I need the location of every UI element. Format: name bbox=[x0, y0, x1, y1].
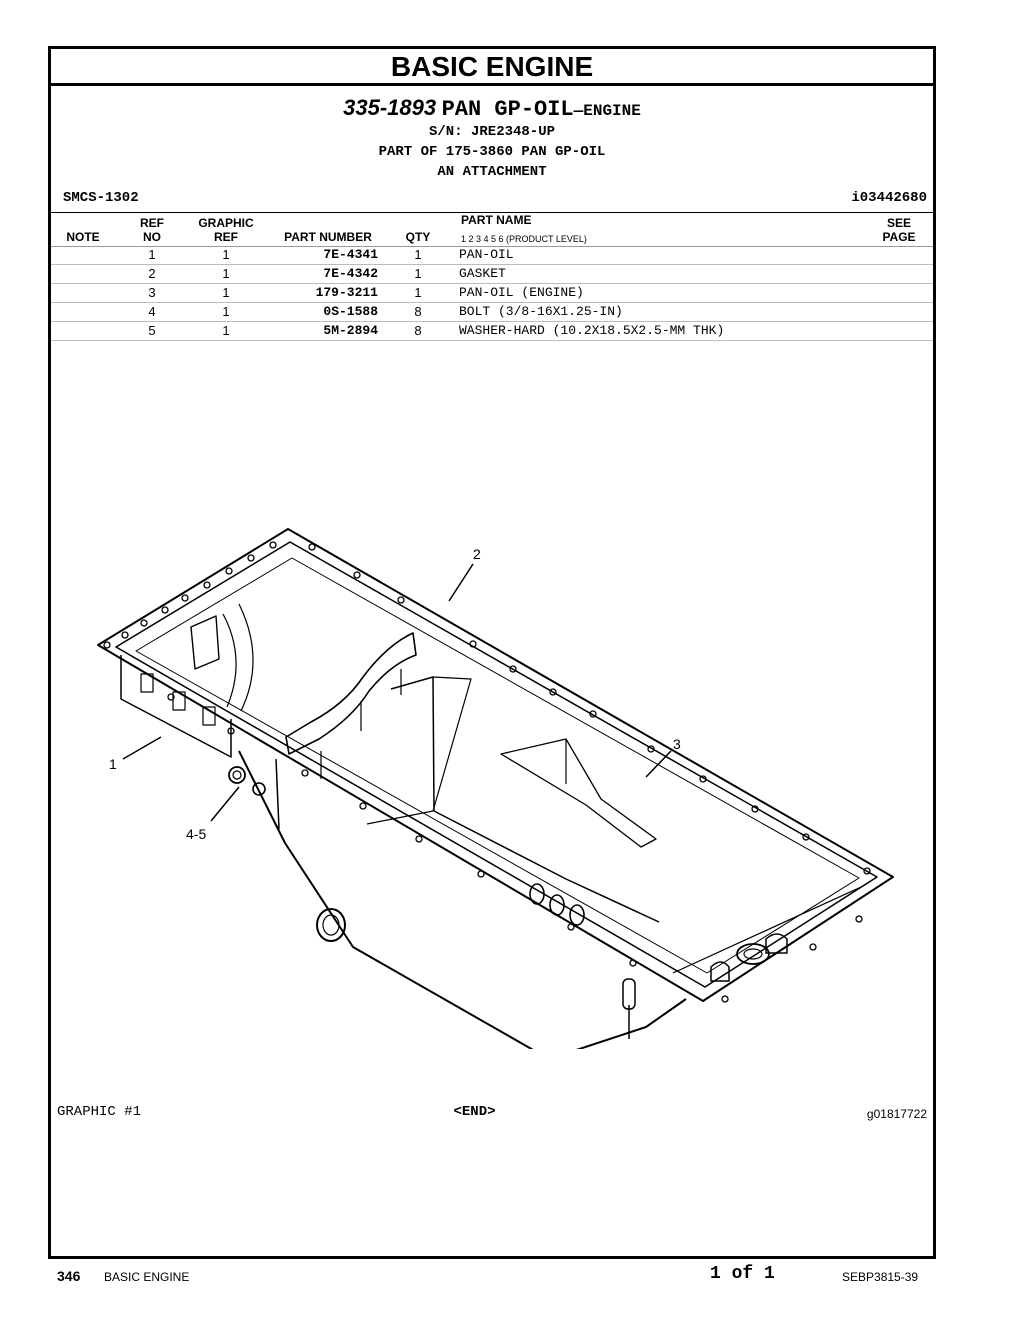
part-number: 5M-2894 bbox=[323, 323, 378, 338]
document-id: SEBP3815-39 bbox=[842, 1270, 919, 1284]
smcs-code: SMCS-1302 bbox=[63, 190, 139, 206]
section-title: BASIC ENGINE bbox=[390, 51, 594, 82]
quantity: 1 bbox=[414, 266, 422, 281]
callout-leader-2 bbox=[449, 564, 473, 601]
graphic-ref: 1 bbox=[222, 323, 230, 338]
part-name: PAN-OIL bbox=[459, 247, 514, 262]
oil-pan-illustration bbox=[61, 359, 921, 1049]
callout-3: 3 bbox=[673, 736, 681, 752]
part-name-suffix: —ENGINE bbox=[573, 102, 641, 120]
part-number: 179-3211 bbox=[315, 285, 378, 300]
page-frame bbox=[48, 46, 936, 1259]
part-name: WASHER-HARD (10.2X18.5X2.5-MM THK) bbox=[459, 323, 725, 338]
callout-1: 1 bbox=[109, 756, 117, 772]
product-level-scale: 1 2 3 4 5 6 (PRODUCT LEVEL) bbox=[461, 234, 587, 244]
part-number: 0S-1588 bbox=[323, 304, 378, 319]
graphic-label: GRAPHIC #1 bbox=[57, 1104, 142, 1120]
part-number: 7E-4341 bbox=[323, 247, 378, 262]
pan-inner-lip bbox=[136, 558, 859, 973]
part-name: PAN-OIL (ENGINE) bbox=[459, 285, 584, 300]
graphic-ref: 1 bbox=[222, 266, 230, 281]
graphic-ref: 1 bbox=[222, 285, 230, 300]
col-qty: QTY bbox=[405, 230, 431, 244]
ref-no: 4 bbox=[148, 304, 156, 319]
graphic-ref: 1 bbox=[222, 247, 230, 262]
part-name: GASKET bbox=[459, 266, 506, 281]
col-see-bottom: PAGE bbox=[882, 230, 916, 244]
col-graphic-top: GRAPHIC bbox=[198, 216, 254, 230]
col-part-name: PART NAME bbox=[461, 213, 532, 227]
ref-no: 3 bbox=[148, 285, 156, 300]
quantity: 1 bbox=[414, 247, 422, 262]
part-number-heading: 335-1893 bbox=[343, 95, 437, 120]
pan-flange-inner bbox=[116, 542, 877, 987]
table-row bbox=[51, 322, 933, 341]
serial-number: S/N: JRE2348-UP bbox=[428, 124, 556, 140]
pan-flange-outer bbox=[98, 529, 893, 1001]
ref-no: 1 bbox=[148, 247, 156, 262]
ref-no: 2 bbox=[148, 266, 156, 281]
col-graphic-bottom: REF bbox=[214, 230, 238, 244]
callout-leader-1 bbox=[123, 737, 161, 759]
end-marker: <END> bbox=[453, 1104, 496, 1120]
quantity: 8 bbox=[414, 304, 422, 319]
quantity: 8 bbox=[414, 323, 422, 338]
parts-table-header bbox=[51, 212, 933, 247]
part-number: 7E-4342 bbox=[323, 266, 378, 281]
illustration-id: i03442680 bbox=[851, 190, 927, 206]
page-number: 346 bbox=[57, 1268, 81, 1284]
page-of: 1 of 1 bbox=[710, 1264, 775, 1284]
graphic-ref: 1 bbox=[222, 304, 230, 319]
part-of-line: PART OF 175-3860 PAN GP-OIL bbox=[378, 144, 606, 160]
col-note: NOTE bbox=[66, 230, 100, 244]
section-title-bar bbox=[51, 49, 933, 86]
ref-no: 5 bbox=[148, 323, 156, 338]
table-row bbox=[51, 284, 933, 303]
callout-2: 2 bbox=[473, 546, 481, 562]
col-part-number: PART NUMBER bbox=[284, 230, 372, 244]
part-name-heading: PAN GP-OIL bbox=[441, 97, 574, 122]
col-ref-bottom: NO bbox=[143, 230, 161, 244]
footer-section: BASIC ENGINE bbox=[104, 1270, 190, 1284]
callout-4-5: 4-5 bbox=[186, 826, 207, 842]
attachment-line: AN ATTACHMENT bbox=[437, 164, 547, 180]
part-name: BOLT (3/8-16X1.25-IN) bbox=[459, 304, 623, 319]
callout-leader-3 bbox=[646, 751, 671, 777]
part-heading bbox=[51, 95, 933, 122]
quantity: 1 bbox=[414, 285, 422, 300]
col-ref-top: REF bbox=[140, 216, 164, 230]
graphic-number: g01817722 bbox=[866, 1107, 927, 1121]
col-see-top: SEE bbox=[886, 216, 911, 230]
table-row bbox=[51, 265, 933, 284]
pan-front-wall bbox=[239, 751, 549, 1049]
table-row bbox=[51, 246, 933, 265]
table-row bbox=[51, 303, 933, 322]
pan-bottom-edge bbox=[549, 999, 686, 1049]
callout-leader-4-5 bbox=[211, 787, 239, 821]
